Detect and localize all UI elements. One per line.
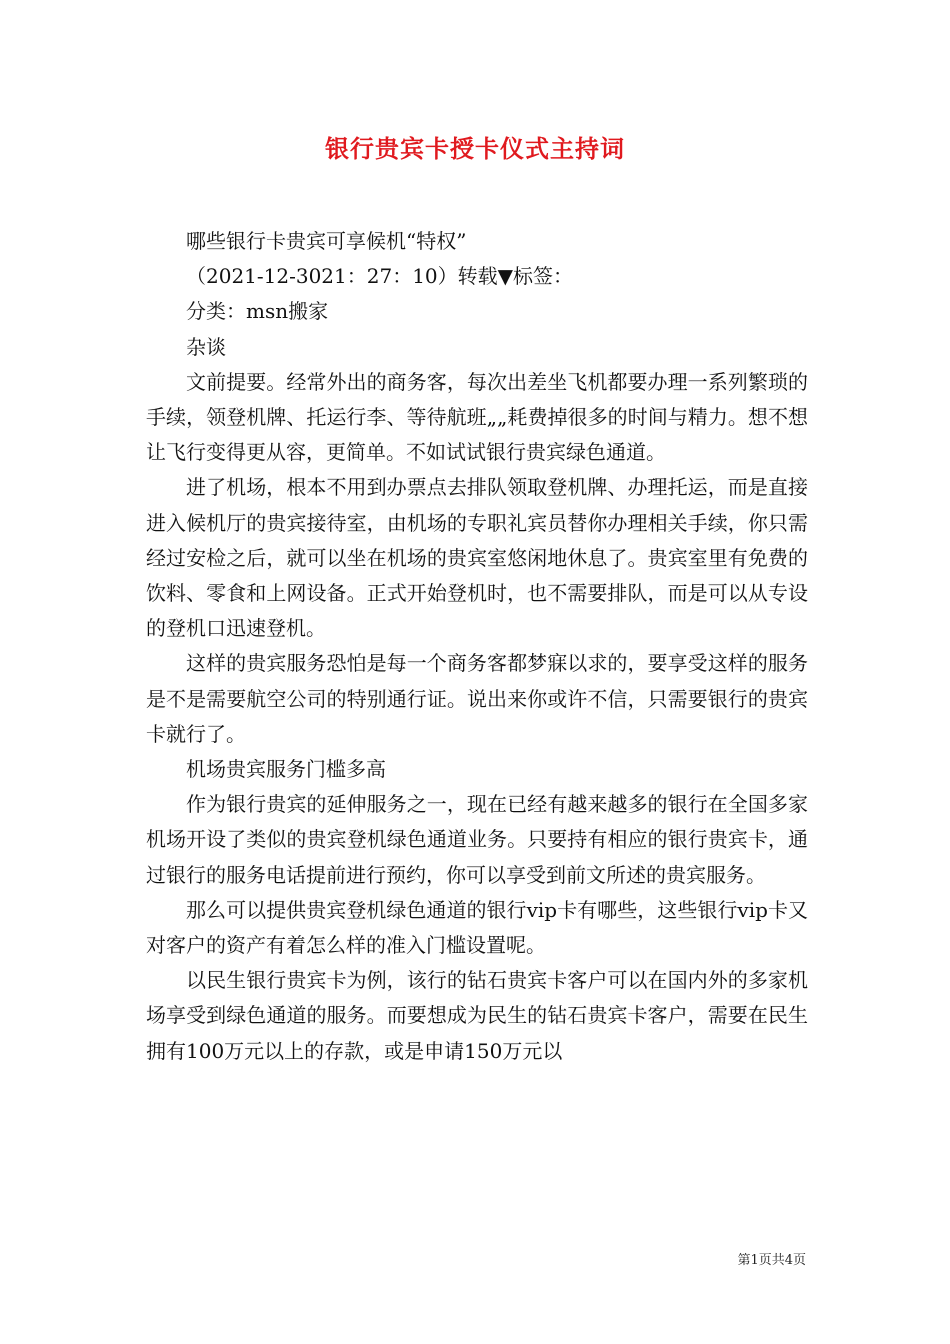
paragraph-tag: 杂谈	[186, 334, 226, 359]
paragraph-subtitle: 哪些银行卡贵宾可享候机“特权”	[186, 229, 467, 253]
paragraph-heading-threshold: 机场贵宾服务门槛多高	[186, 757, 386, 782]
paragraph-minsheng: 以民生银行贵宾卡为例，该行的钻石贵宾卡客户可以在国内外的多家机场享受到绿色通道的服务。而要想成为民生的钻石贵宾卡客户，需要在民生拥有100万元以上的存款，或是申请150万元以	[146, 968, 808, 1063]
document-title: 银行贵宾卡授卡仪式主持词	[325, 134, 625, 163]
document-body	[146, 224, 808, 1069]
paragraph-vip-question: 那么可以提供贵宾登机绿色通道的银行vip卡有哪些，这些银行vip卡又对客户的资产有着怎么样的准入门槛设置呢。	[146, 897, 808, 958]
paragraph-service: 这样的贵宾服务恐怕是每一个商务客都梦寐以求的，要享受这样的服务是不是需要航空公司的特别通行证。说出来你或许不信，只需要银行的贵宾卡就行了。	[146, 651, 808, 746]
paragraph-airport: 进了机场，根本不用到办票点去排队领取登机牌、办理托运，而是直接进入候机厅的贵宾接待室，由机场的专职礼宾员替你办理相关手续，你只需经过安检之后，就可以坐在机场的贵宾室悠闲地休息了。贵宾室里有免费的饮料、零食和上网设备。正式开始登机时，也不需要排队，而是可以从专设的登机口迅速登机。	[146, 475, 808, 641]
paragraph-category: 分类：msn搬家	[186, 299, 329, 324]
paragraph-intro: 文前提要。经常外出的商务客，每次出差坐飞机都要办理一系列繁琐的手续，领登机牌、托运行李、等待航班„„耗费掉很多的时间与精力。想不想让飞行变得更从容，更简单。不如试试银行贵宾绿色通道。	[146, 369, 808, 465]
page-number: 第1页共4页	[737, 1253, 806, 1268]
paragraph-datetime: （2021-12-3021：27：10）转载▼标签：	[186, 264, 574, 289]
paragraph-extension: 作为银行贵宾的延伸服务之一，现在已经有越来越多的银行在全国多家机场开设了类似的贵宾登机绿色通道业务。只要持有相应的银行贵宾卡，通过银行的服务电话提前进行预约，你可以享受到前文所述的贵宾服务。	[146, 792, 808, 887]
